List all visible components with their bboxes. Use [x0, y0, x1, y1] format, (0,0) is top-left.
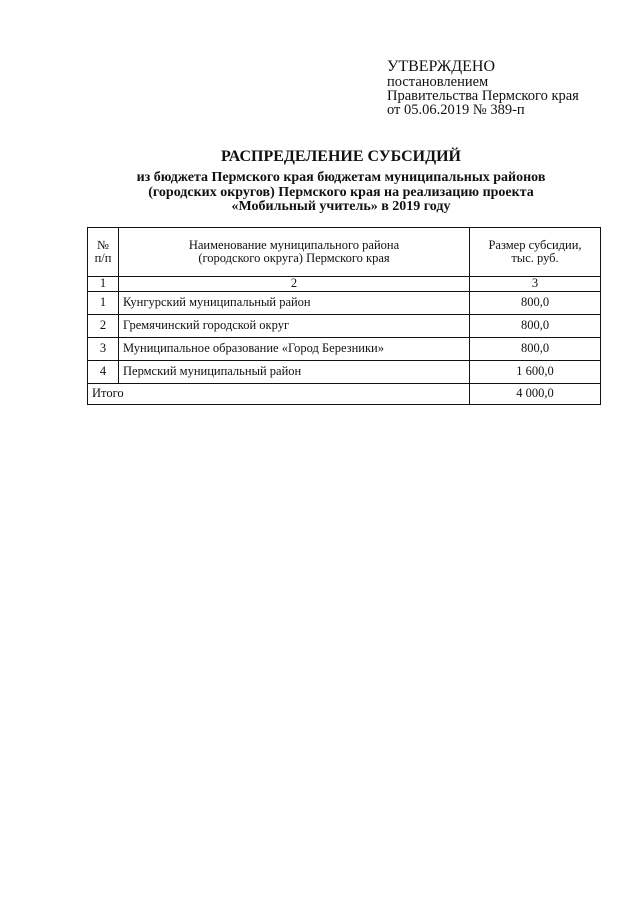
- total-label: Итого: [88, 383, 470, 404]
- row-name: Гремячинский городской округ: [119, 314, 470, 337]
- row-amount: 800,0: [470, 314, 601, 337]
- header-amount-line: тыс. руб.: [511, 251, 559, 265]
- row-num: 2: [88, 314, 119, 337]
- header-name: [119, 228, 470, 277]
- row-num: 4: [88, 360, 119, 383]
- header-num-line: п/п: [94, 251, 112, 265]
- header-amount: [470, 228, 601, 277]
- row-name: Муниципальное образование «Город Березники»: [119, 337, 470, 360]
- header-num-line: №: [97, 237, 109, 252]
- column-number-row: [88, 277, 601, 292]
- document-title: РАСПРЕДЕЛЕНИЕ СУБСИДИЙ: [220, 148, 461, 165]
- row-name: Пермский муниципальный район: [119, 360, 470, 383]
- document-subtitle-line: (городских округов) Пермского края на реализацию проекта: [148, 184, 534, 200]
- table-row: [88, 337, 601, 360]
- row-amount: 800,0: [470, 337, 601, 360]
- approval-line: Правительства Пермского края: [387, 88, 579, 104]
- table-row: [88, 291, 601, 314]
- row-num: 3: [88, 337, 119, 360]
- header-name-line: (городского округа) Пермского края: [198, 251, 390, 265]
- approval-stamp: [387, 59, 579, 117]
- table-row: [88, 314, 601, 337]
- row-amount: 800,0: [470, 291, 601, 314]
- column-number: 1: [88, 277, 119, 292]
- document-subtitle-line: из бюджета Пермского края бюджетам муниципальных районов: [136, 170, 546, 185]
- table-header-row: [88, 228, 601, 277]
- header-name-line: Наименование муниципального района: [188, 237, 400, 252]
- approval-heading: УТВЕРЖДЕНО: [387, 58, 496, 75]
- row-amount: 1 600,0: [470, 360, 601, 383]
- column-number: 3: [470, 277, 601, 292]
- table-row: [88, 360, 601, 383]
- subsidy-table: [87, 227, 601, 405]
- row-num: 1: [88, 291, 119, 314]
- header-amount-line: Размер субсидии,: [488, 237, 582, 252]
- row-name: Кунгурский муниципальный район: [119, 291, 470, 314]
- column-number: 2: [119, 277, 470, 292]
- header-num: [88, 228, 119, 277]
- document-subtitle-line: «Мобильный учитель» в 2019 году: [231, 199, 451, 214]
- approval-line: постановлением: [387, 74, 489, 90]
- document-title-block: [86, 148, 596, 215]
- approval-line: от 05.06.2019 № 389-п: [387, 102, 525, 118]
- total-row: [88, 383, 601, 404]
- total-amount: 4 000,0: [470, 383, 601, 404]
